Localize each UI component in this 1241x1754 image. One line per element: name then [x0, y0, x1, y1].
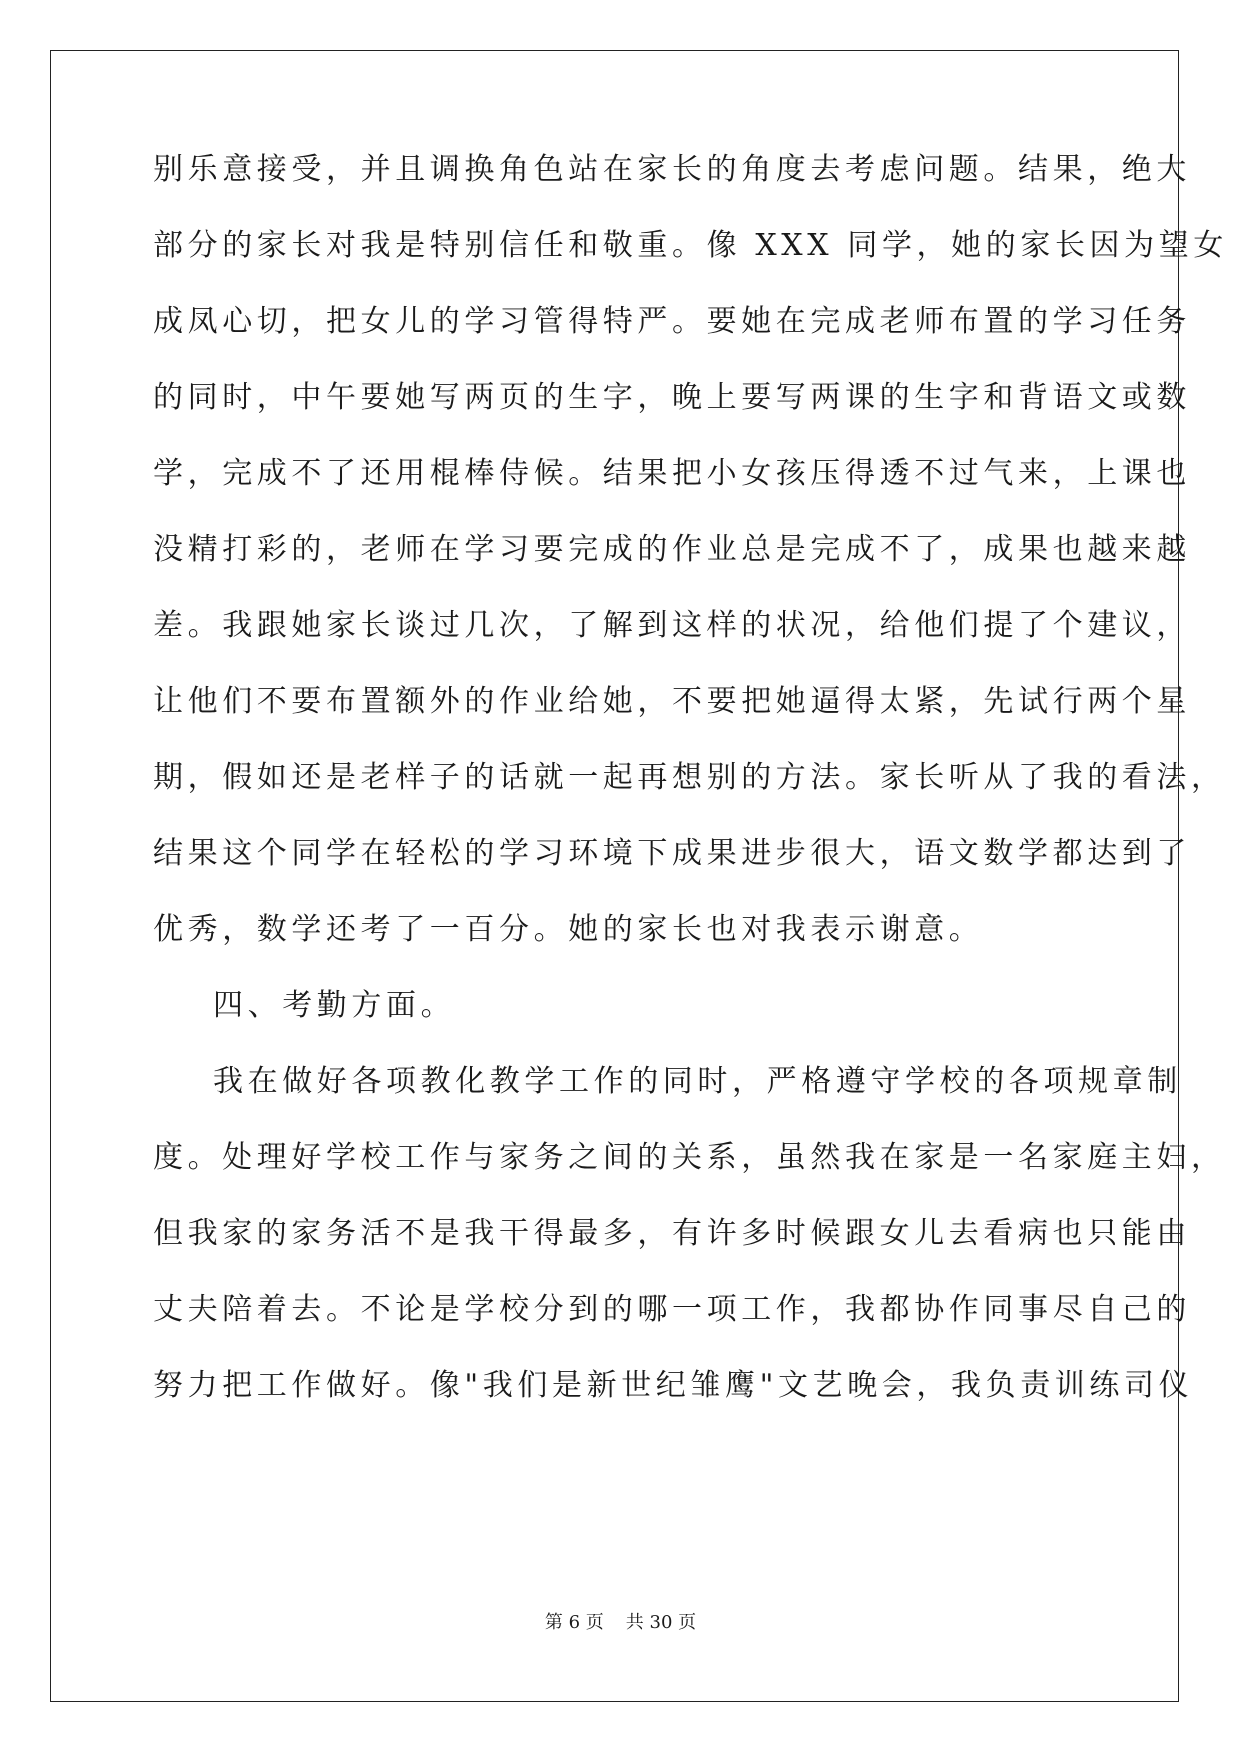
text-line-10: 结果这个同学在轻松的学习环境下成果进步很大，语文数学都达到了: [153, 836, 1191, 871]
page-footer: [0, 1611, 1241, 1635]
text-line-3: 成凤心切，把女儿的学习管得特严。要她在完成老师布置的学习任务: [153, 304, 1191, 339]
text-line-11: 优秀，数学还考了一百分。她的家长也对我表示谢意。: [153, 912, 984, 947]
text-line-9: 期，假如还是老样子的话就一起再想别的方法。家长听从了我的看法，: [153, 760, 1226, 795]
section-heading: 四、考勤方面。: [213, 988, 456, 1023]
text-line-15: 但我家的家务活不是我干得最多，有许多时候跟女儿去看病也只能由: [153, 1216, 1191, 1251]
text-line-17: 努力把工作做好。像"我们是新世纪雏鹰"文艺晚会，我负责训练司仪: [153, 1368, 1194, 1403]
text-line-14: 度。处理好学校工作与家务之间的关系，虽然我在家是一名家庭主妇，: [153, 1140, 1226, 1175]
text-line-1: 别乐意接受，并且调换角色站在家长的角度去考虑问题。结果，绝大: [153, 152, 1191, 187]
text-line-8: 让他们不要布置额外的作业给她，不要把她逼得太紧，先试行两个星: [153, 684, 1191, 719]
page-total: 共 30 页: [625, 1612, 697, 1633]
page-number: 第 6 页: [544, 1612, 604, 1633]
page-border: [50, 50, 1179, 1702]
text-line-16: 丈夫陪着去。不论是学校分到的哪一项工作，我都协作同事尽自己的: [153, 1292, 1191, 1327]
text-line-4: 的同时，中午要她写两页的生字，晚上要写两课的生字和背语文或数: [153, 380, 1191, 415]
text-line-13: 我在做好各项教化教学工作的同时，严格遵守学校的各项规章制: [213, 1064, 1182, 1099]
text-line-7: 差。我跟她家长谈过几次，了解到这样的状况，给他们提了个建议，: [153, 608, 1191, 643]
text-line-2: 部分的家长对我是特别信任和敬重。像 XXX 同学，她的家长因为望女: [153, 228, 1228, 263]
text-line-6: 没精打彩的，老师在学习要完成的作业总是完成不了，成果也越来越: [153, 532, 1191, 567]
text-line-5: 学，完成不了还用棍棒侍候。结果把小女孩压得透不过气来，上课也: [153, 456, 1191, 491]
